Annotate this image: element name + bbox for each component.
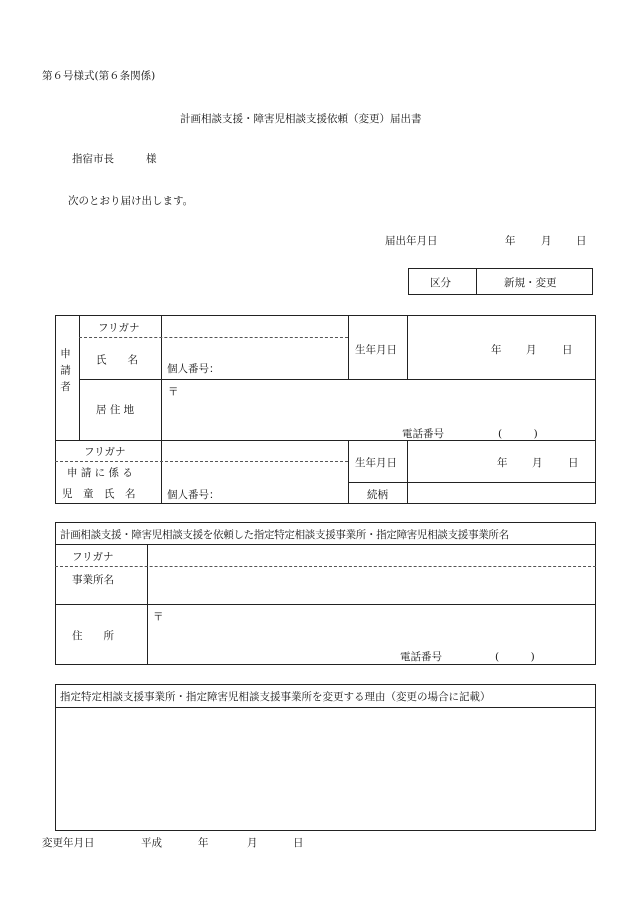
- applicant-phone-field[interactable]: ( ): [498, 428, 538, 440]
- change-date-era: 平成: [141, 837, 162, 849]
- office-phone-field[interactable]: ( ): [495, 651, 535, 663]
- applicant-furigana-label: フリガナ: [98, 322, 140, 334]
- office-address-label: 住 所: [72, 630, 114, 642]
- statement: 次のとおり届け出します。: [68, 195, 194, 207]
- child-furigana-label: フリガナ: [84, 446, 126, 458]
- child-furigana-field[interactable]: [164, 443, 344, 459]
- filing-day-field[interactable]: 日: [576, 235, 587, 247]
- office-furigana-label: フリガナ: [72, 551, 114, 563]
- office-name-field[interactable]: [150, 569, 590, 601]
- document-title: 計画相談支援・障害児相談支援依頼（変更）届出書: [180, 113, 422, 125]
- applicant-birth-year-field[interactable]: 年: [491, 344, 502, 356]
- category-value-field[interactable]: 新規・変更: [504, 277, 557, 289]
- child-name-label-line1: 申 請 に 係 る: [67, 467, 133, 479]
- child-name-label-line2: 児 童 氏 名: [62, 488, 136, 500]
- child-birth-month-field[interactable]: 月: [532, 457, 543, 469]
- office-heading: 計画相談支援・障害児相談支援を依頼した指定特定相談支援事業所・指定障害児相談支援事業所名: [60, 529, 509, 541]
- applicant-address-field[interactable]: [182, 383, 582, 419]
- form-number: 第６号様式(第６条関係): [42, 70, 156, 82]
- office-address-field[interactable]: [168, 608, 588, 642]
- child-birth-year-field[interactable]: 年: [497, 457, 508, 469]
- applicant-section-label: 申請者: [59, 348, 71, 398]
- reason-heading: 指定特定相談支援事業所・指定障害児相談支援事業所を変更する理由（変更の場合に記載）: [60, 691, 491, 703]
- applicant-name-label: 氏 名: [96, 354, 138, 366]
- applicant-birth-month-field[interactable]: 月: [526, 344, 537, 356]
- applicant-personal-number-label: 個人番号：: [167, 363, 220, 375]
- office-furigana-field[interactable]: [150, 547, 590, 563]
- change-year-field[interactable]: 年: [198, 837, 209, 849]
- filing-year-field[interactable]: 年: [505, 235, 516, 247]
- child-relation-field[interactable]: [410, 485, 590, 501]
- applicant-birth-label: 生年月日: [355, 344, 397, 356]
- child-relation-label: 続柄: [367, 489, 388, 501]
- change-date-label: 変更年月日: [42, 837, 95, 849]
- filing-month-field[interactable]: 月: [541, 235, 552, 247]
- addressee-name: 指宿市長: [72, 153, 114, 165]
- applicant-address-label: 居 住 地: [96, 404, 135, 416]
- reason-text-area[interactable]: [58, 710, 593, 828]
- applicant-birth-day-field[interactable]: 日: [562, 344, 573, 356]
- change-day-field[interactable]: 日: [293, 837, 304, 849]
- filing-date-label: 届出年月日: [385, 235, 438, 247]
- category-label: 区分: [430, 277, 451, 289]
- child-birth-day-field[interactable]: 日: [568, 457, 579, 469]
- child-birth-label: 生年月日: [355, 457, 397, 469]
- applicant-furigana-field[interactable]: [164, 318, 344, 334]
- office-name-label: 事業所名: [72, 574, 114, 586]
- addressee-honorific: 様: [146, 153, 157, 165]
- applicant-phone-label: 電話番号: [402, 428, 444, 440]
- child-personal-number-label: 個人番号：: [167, 489, 220, 501]
- change-month-field[interactable]: 月: [247, 837, 258, 849]
- office-phone-label: 電話番号: [400, 651, 442, 663]
- office-postal-mark: 〒: [153, 611, 164, 623]
- applicant-postal-mark: 〒: [168, 386, 179, 398]
